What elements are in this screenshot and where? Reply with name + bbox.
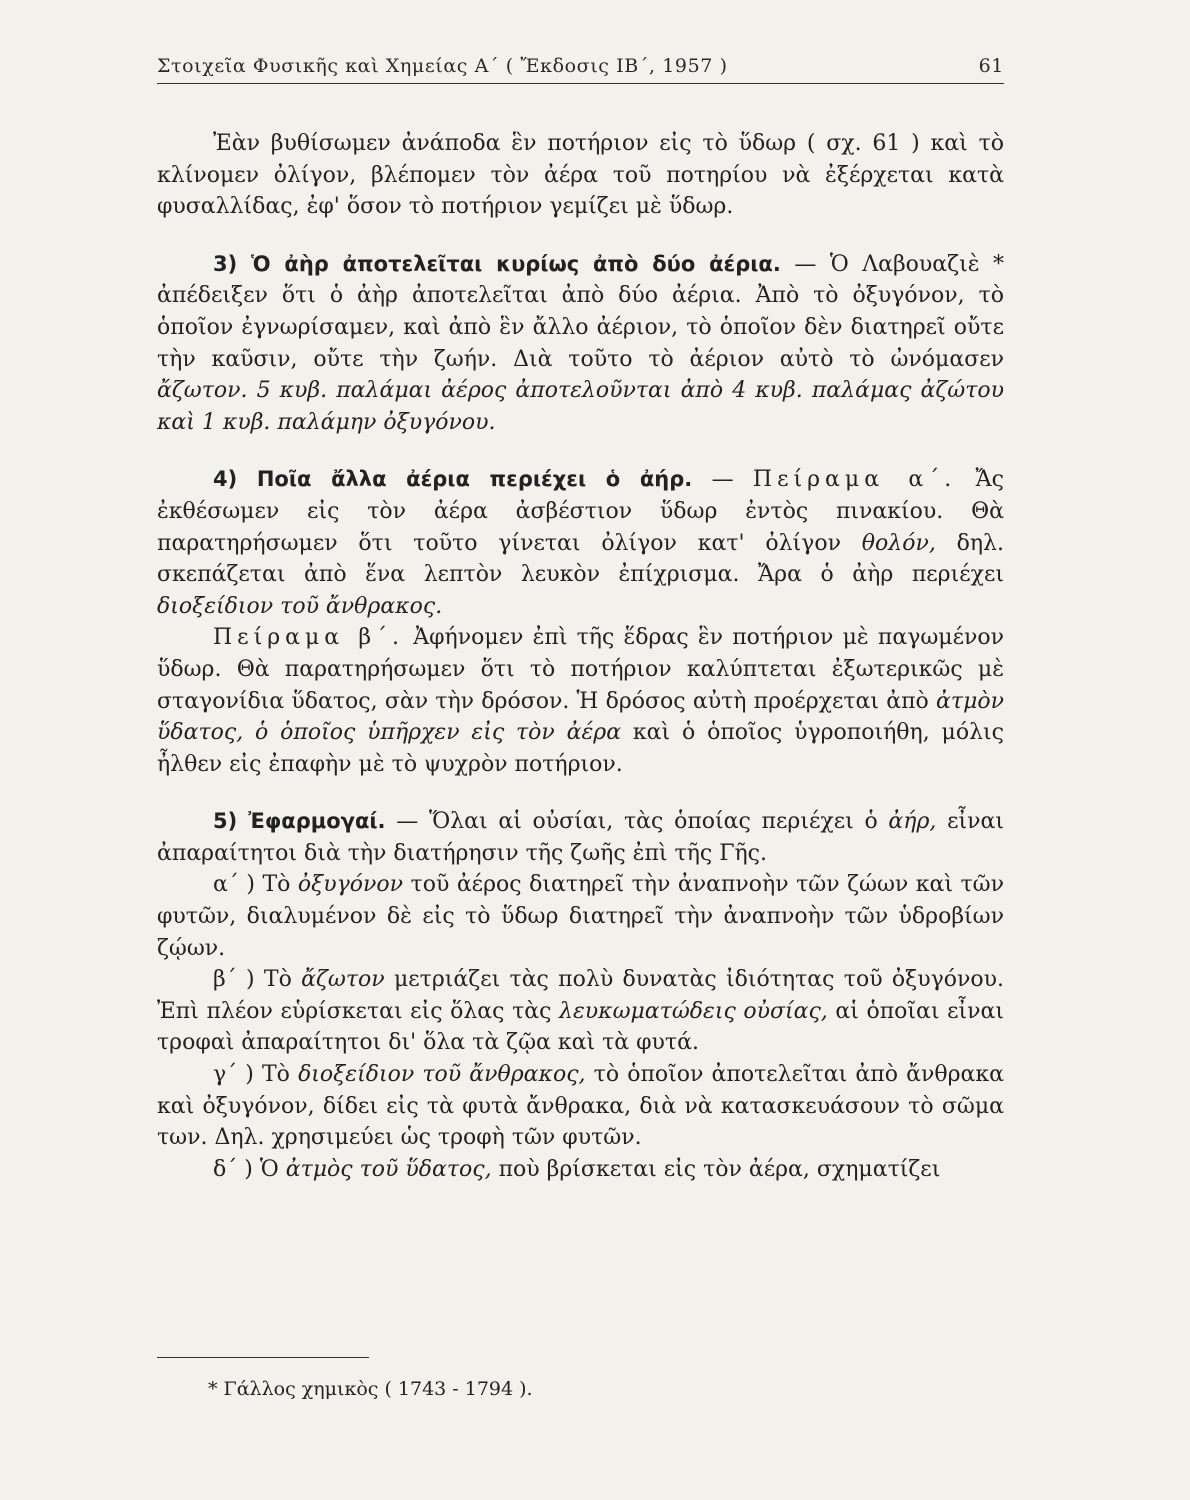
intro-text: Ἐὰν βυθίσωμεν ἀνάποδα ἓν ποτήριον εἰς τὸ ὕδωρ ( σχ. 61 ) καὶ τὸ κλίνομεν ὀλίγον, βλέπομεν τὸν ἀέρα τοῦ ποτηρίου νὰ ἐξέρχεται κατὰ φυσαλλίδας, ἐφ' ὅσον τὸ ποτήριον γεμίζει μὲ ὕδωρ. bbox=[157, 131, 1004, 220]
page-number: 61 bbox=[978, 55, 1004, 77]
section-3-paragraph bbox=[157, 249, 1004, 439]
section-4-paragraph bbox=[157, 464, 1004, 622]
item-b-paragraph bbox=[157, 964, 1004, 1059]
section-5-text-1: — Ὅλαι αἱ οὐσίαι, τὰς ὁποίας περιέχει ὁ bbox=[385, 809, 889, 835]
page-body bbox=[157, 128, 1004, 1185]
experiment-b-text-2: καὶ ὁ ὁποῖος ὑγροποιήθη, μόλις ἦλθεν εἰς ἐπαφὴν μὲ τὸ ψυχρὸν ποτήριον. bbox=[157, 720, 1004, 777]
experiment-a-italic-1: θολόν, bbox=[861, 530, 936, 556]
item-a-label: α΄ ) Τὸ bbox=[213, 872, 298, 898]
section-5-paragraph bbox=[157, 806, 1004, 869]
section-3-heading: 3) Ὁ ἀὴρ ἀποτελεῖται κυρίως ἀπὸ δύο ἀέρια. bbox=[213, 251, 781, 276]
item-d-text: ποὺ βρίσκεται εἰς τὸν ἀέρα, σχηματίζει bbox=[491, 1156, 941, 1182]
item-d-italic: ἀτμὸς τοῦ ὕδατος, bbox=[285, 1156, 492, 1182]
footnote: * Γάλλος χημικὸς ( 1743 - 1794 ). bbox=[208, 1378, 533, 1400]
item-b-label: β΄ ) Τὸ bbox=[213, 967, 302, 993]
experiment-b-italic: ἀτμὸν ὕδατος, ὁ ὁποῖος ὑπῆρχεν εἰς τὸν ἀέρα bbox=[157, 688, 1004, 746]
section-3-italic: ἄζωτον. 5 κυβ. παλάμαι ἀέρος ἀποτελοῦνται ἀπὸ 4 κυβ. παλάμας ἀζώτου καὶ 1 κυβ. παλάμην ὀξυγόνου. bbox=[157, 378, 1004, 435]
experiment-a-text-2: δηλ. σκεπάζεται ἀπὸ ἕνα λεπτὸν λευκὸν ἐπίχρισμα. Ἄρα ὁ ἀὴρ περιέχει bbox=[157, 530, 1004, 588]
item-c-paragraph bbox=[157, 1059, 1004, 1154]
item-d-label: δ΄ ) Ὁ bbox=[213, 1156, 286, 1182]
experiment-a-label: Πείραμα α΄. bbox=[752, 467, 957, 493]
item-a-text: τοῦ ἀέρος διατηρεῖ τὴν ἀναπνοὴν τῶν ζώων καὶ τῶν φυτῶν, διαλυμένον δὲ εἰς τὸ ὕδωρ διατηρεῖ τὴν ἀναπνοὴν τῶν ὑδροβίων ζῴων. bbox=[157, 872, 1004, 961]
section-5-text-2: εἶναι ἀπαραίτητοι διὰ τὴν διατήρησιν τῆς ζωῆς ἐπὶ τῆς Γῆς. bbox=[157, 809, 1004, 866]
item-d-paragraph bbox=[157, 1154, 1004, 1186]
item-b-italic-2: λευκωματώδεις οὐσίας, bbox=[559, 998, 828, 1024]
experiment-b-label: Πείραμα β΄. bbox=[213, 625, 405, 651]
experiment-a-italic-2: διοξείδιον τοῦ ἄνθρακος. bbox=[157, 593, 443, 619]
item-c-text: τὸ ὁποῖον ἀποτελεῖται ἀπὸ ἄνθρακα καὶ ὀξυγόνον, δίδει εἰς τὰ φυτὰ ἄνθρακα, διὰ νὰ κατασκευάσουν τὸ σῶμα των. Δηλ. χρησιμεύει ὡς τροφὴ τῶν φυτῶν. bbox=[157, 1062, 1004, 1151]
item-a-paragraph bbox=[157, 869, 1004, 964]
item-b-text-2: αἱ ὁποῖαι εἶναι τροφαὶ ἀπαραίτητοι δι' ὅλα τὰ ζῷα καὶ τὰ φυτά. bbox=[157, 998, 1004, 1056]
experiment-b-text-1: Ἀφήνομεν ἐπὶ τῆς ἕδρας ἓν ποτήριον μὲ παγωμένον ὕδωρ. Θὰ παρατηρήσωμεν ὅτι τὸ ποτήριον καλύπτεται ἐξωτερικῶς μὲ σταγονίδια ὕδατος, σὰν τὴν δρόσον. Ἡ δρόσος αὐτὴ προέρχεται ἀπὸ bbox=[157, 625, 1004, 714]
footnote-divider bbox=[157, 1357, 369, 1358]
section-5-italic: ἀήρ, bbox=[888, 809, 937, 835]
running-title: Στοιχεῖα Φυσικῆς καὶ Χημείας Α΄ ( Ἔκδοσις ΙΒ΄, 1957 ) bbox=[157, 55, 728, 77]
item-c-label: γ΄ ) Τὸ bbox=[213, 1062, 299, 1088]
item-b-italic: ἄζωτον bbox=[301, 967, 385, 993]
experiment-a-text-1: Ἄς ἐκθέσωμεν εἰς τὸν ἀέρα ἀσβέστιον ὕδωρ ἐντὸς πινακίου. Θὰ παρατηρήσωμεν ὅτι τοῦτο γίνεται ὀλίγον κατ' ὀλίγον bbox=[157, 467, 1004, 556]
section-4-heading: 4) Ποῖα ἄλλα ἀέρια περιέχει ὁ ἀήρ. bbox=[213, 467, 693, 492]
experiment-b-paragraph bbox=[157, 622, 1004, 780]
item-b-text-1: μετριάζει τὰς πολὺ δυνατὰς ἰδιότητας τοῦ ὀξυγόνου. Ἐπὶ πλέον εὑρίσκεται εἰς ὅλας τὰς bbox=[157, 967, 1004, 1024]
item-c-italic: διοξείδιον τοῦ ἄνθρακος, bbox=[298, 1062, 586, 1088]
page-header bbox=[157, 55, 1004, 84]
section-4-dash: — bbox=[692, 467, 753, 493]
section-5-heading: 5) Ἐφαρμογαί. bbox=[213, 809, 386, 834]
section-3-text: — Ὁ Λαβουαζιὲ * ἀπέδειξεν ὅτι ὁ ἀὴρ ἀποτελεῖται ἀπὸ δύο ἀέρια. Ἀπὸ τὸ ὀξυγόνον, τὸ ὁποῖον ἐγνωρίσαμεν, καὶ ἀπὸ ἓν ἄλλο ἀέριον, τὸ ὁποῖον δὲν διατηρεῖ οὔτε τὴν καῦσιν, οὔτε τὴν ζωήν. Διὰ τοῦτο τὸ ἀέριον αὐτὸ τὸ ὠνόμασεν bbox=[157, 251, 1004, 372]
item-a-italic: ὀξυγόνον bbox=[297, 872, 404, 898]
intro-paragraph bbox=[157, 128, 1004, 223]
